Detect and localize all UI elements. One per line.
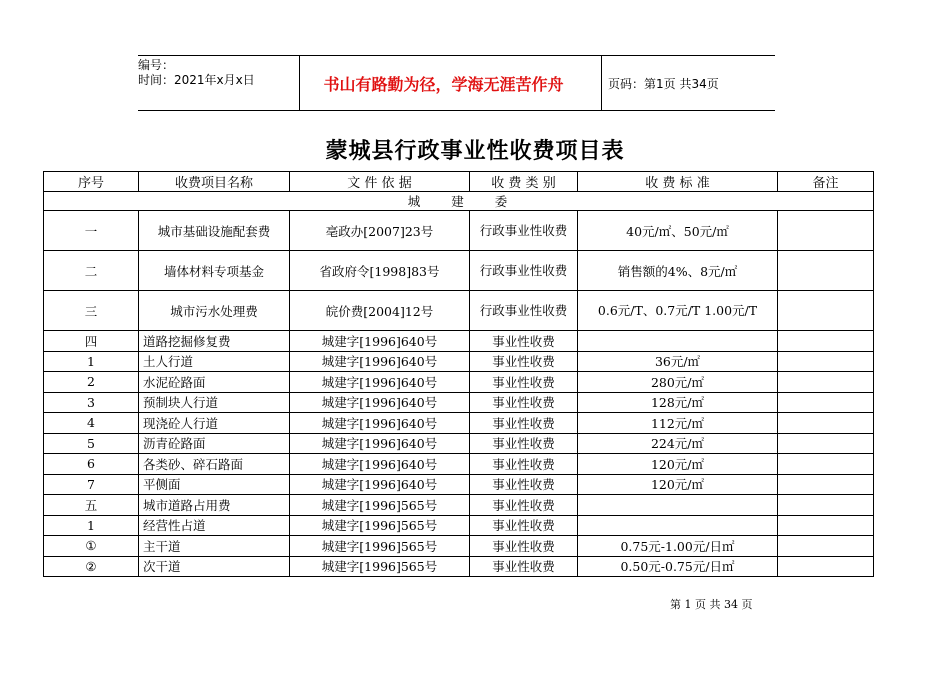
cell-category: 事业性收费 [470,413,578,434]
cell-standard: 128元/㎡ [578,392,778,413]
cell-note [778,454,874,475]
cell-standard: 120元/㎡ [578,474,778,495]
cell-category: 事业性收费 [470,474,578,495]
cell-category: 行政事业性收费 [470,251,578,291]
cell-category: 事业性收费 [470,392,578,413]
cell-basis: 城建字[1996]640号 [290,351,470,372]
cell-standard: 112元/㎡ [578,413,778,434]
table-row [44,413,874,434]
cell-no: 1 [44,351,139,372]
column-header: 收 费 标 准 [578,172,778,192]
cell-basis: 亳政办[2007]23号 [290,211,470,251]
document-header [138,55,775,111]
cell-note [778,413,874,434]
cell-no: 三 [44,291,139,331]
cell-basis: 城建字[1996]640号 [290,372,470,393]
cell-standard [578,331,778,352]
cell-name: 城市道路占用费 [139,495,290,516]
cell-note [778,392,874,413]
cell-category: 事业性收费 [470,515,578,536]
cell-category: 事业性收费 [470,372,578,393]
cell-standard: 0.6元/T、0.7元/T 1.00元/T [578,291,778,331]
cell-name: 各类砂、碎石路面 [139,454,290,475]
cell-no: 6 [44,454,139,475]
cell-no: 1 [44,515,139,536]
cell-standard [578,515,778,536]
cell-no: 五 [44,495,139,516]
fee-table [43,171,874,577]
section-row [44,192,874,211]
motto: 书山有路勤为径，学海无涯苦作舟 [323,74,564,94]
cell-basis: 城建字[1996]565号 [290,536,470,557]
header-meta [138,58,298,88]
cell-note [778,211,874,251]
cell-name: 沥青砼路面 [139,433,290,454]
cell-basis: 城建字[1996]640号 [290,392,470,413]
cell-name: 预制块人行道 [139,392,290,413]
cell-basis: 城建字[1996]565号 [290,495,470,516]
cell-no: 7 [44,474,139,495]
cell-category: 事业性收费 [470,454,578,475]
cell-no: 四 [44,331,139,352]
cell-basis: 城建字[1996]640号 [290,474,470,495]
cell-category: 事业性收费 [470,556,578,577]
cell-standard: 224元/㎡ [578,433,778,454]
column-header: 收 费 类 别 [470,172,578,192]
table-row [44,331,874,352]
cell-name: 次干道 [139,556,290,577]
table-row [44,392,874,413]
column-header: 收费项目名称 [139,172,290,192]
cell-basis: 城建字[1996]640号 [290,454,470,475]
cell-note [778,372,874,393]
column-header: 备注 [778,172,874,192]
table-row [44,495,874,516]
column-header: 文 件 依 据 [290,172,470,192]
cell-category: 事业性收费 [470,433,578,454]
cell-category: 事业性收费 [470,331,578,352]
cell-standard: 40元/㎡、50元/㎡ [578,211,778,251]
table-row [44,351,874,372]
cell-basis: 城建字[1996]565号 [290,556,470,577]
cell-no: 二 [44,251,139,291]
cell-basis: 省政府令[1998]83号 [290,251,470,291]
cell-no: ② [44,556,139,577]
cell-note [778,556,874,577]
cell-no: 4 [44,413,139,434]
cell-standard: 120元/㎡ [578,454,778,475]
table-row [44,433,874,454]
table-header-row [44,172,874,192]
page-title: 蒙城县行政事业性收费项目表 [325,138,625,164]
cell-name: 主干道 [139,536,290,557]
table-row [44,556,874,577]
cell-name: 城市污水处理费 [139,291,290,331]
time-label: 时间：2021年x月x日 [138,73,255,87]
cell-no: 3 [44,392,139,413]
table-row [44,515,874,536]
cell-basis: 皖价费[2004]12号 [290,291,470,331]
cell-category: 行政事业性收费 [470,211,578,251]
cell-note [778,251,874,291]
cell-note [778,495,874,516]
cell-no: 5 [44,433,139,454]
cell-standard: 0.50元-0.75元/日㎡ [578,556,778,577]
cell-name: 道路挖掘修复费 [139,331,290,352]
cell-note [778,291,874,331]
cell-note [778,331,874,352]
table-row [44,291,874,331]
cell-note [778,515,874,536]
cell-basis: 城建字[1996]640号 [290,413,470,434]
cell-basis: 城建字[1996]565号 [290,515,470,536]
number-label: 编号： [138,58,175,72]
cell-standard: 36元/㎡ [578,351,778,372]
cell-basis: 城建字[1996]640号 [290,433,470,454]
section-title: 城 建 委 [44,192,874,211]
cell-no: 2 [44,372,139,393]
table-row [44,474,874,495]
cell-no: ① [44,536,139,557]
cell-standard: 0.75元-1.00元/日㎡ [578,536,778,557]
page-info: 页码：第1页 共34页 [608,76,719,91]
cell-no: 一 [44,211,139,251]
cell-note [778,536,874,557]
table-row [44,372,874,393]
cell-standard: 280元/㎡ [578,372,778,393]
cell-note [778,433,874,454]
cell-name: 现浇砼人行道 [139,413,290,434]
cell-standard: 销售额的4%、8元/㎡ [578,251,778,291]
cell-category: 事业性收费 [470,536,578,557]
cell-name: 水泥砼路面 [139,372,290,393]
table-row [44,454,874,475]
cell-category: 事业性收费 [470,351,578,372]
cell-note [778,351,874,372]
page-footer: 第 1 页 共 34 页 [670,598,753,611]
table-row [44,251,874,291]
header-divider [601,56,602,110]
table-row [44,536,874,557]
cell-name: 墙体材料专项基金 [139,251,290,291]
cell-name: 平侧面 [139,474,290,495]
cell-category: 事业性收费 [470,495,578,516]
cell-standard [578,495,778,516]
cell-note [778,474,874,495]
cell-name: 城市基础设施配套费 [139,211,290,251]
column-header: 序号 [44,172,139,192]
cell-category: 行政事业性收费 [470,291,578,331]
cell-name: 土人行道 [139,351,290,372]
cell-basis: 城建字[1996]640号 [290,331,470,352]
table-row [44,211,874,251]
cell-name: 经营性占道 [139,515,290,536]
